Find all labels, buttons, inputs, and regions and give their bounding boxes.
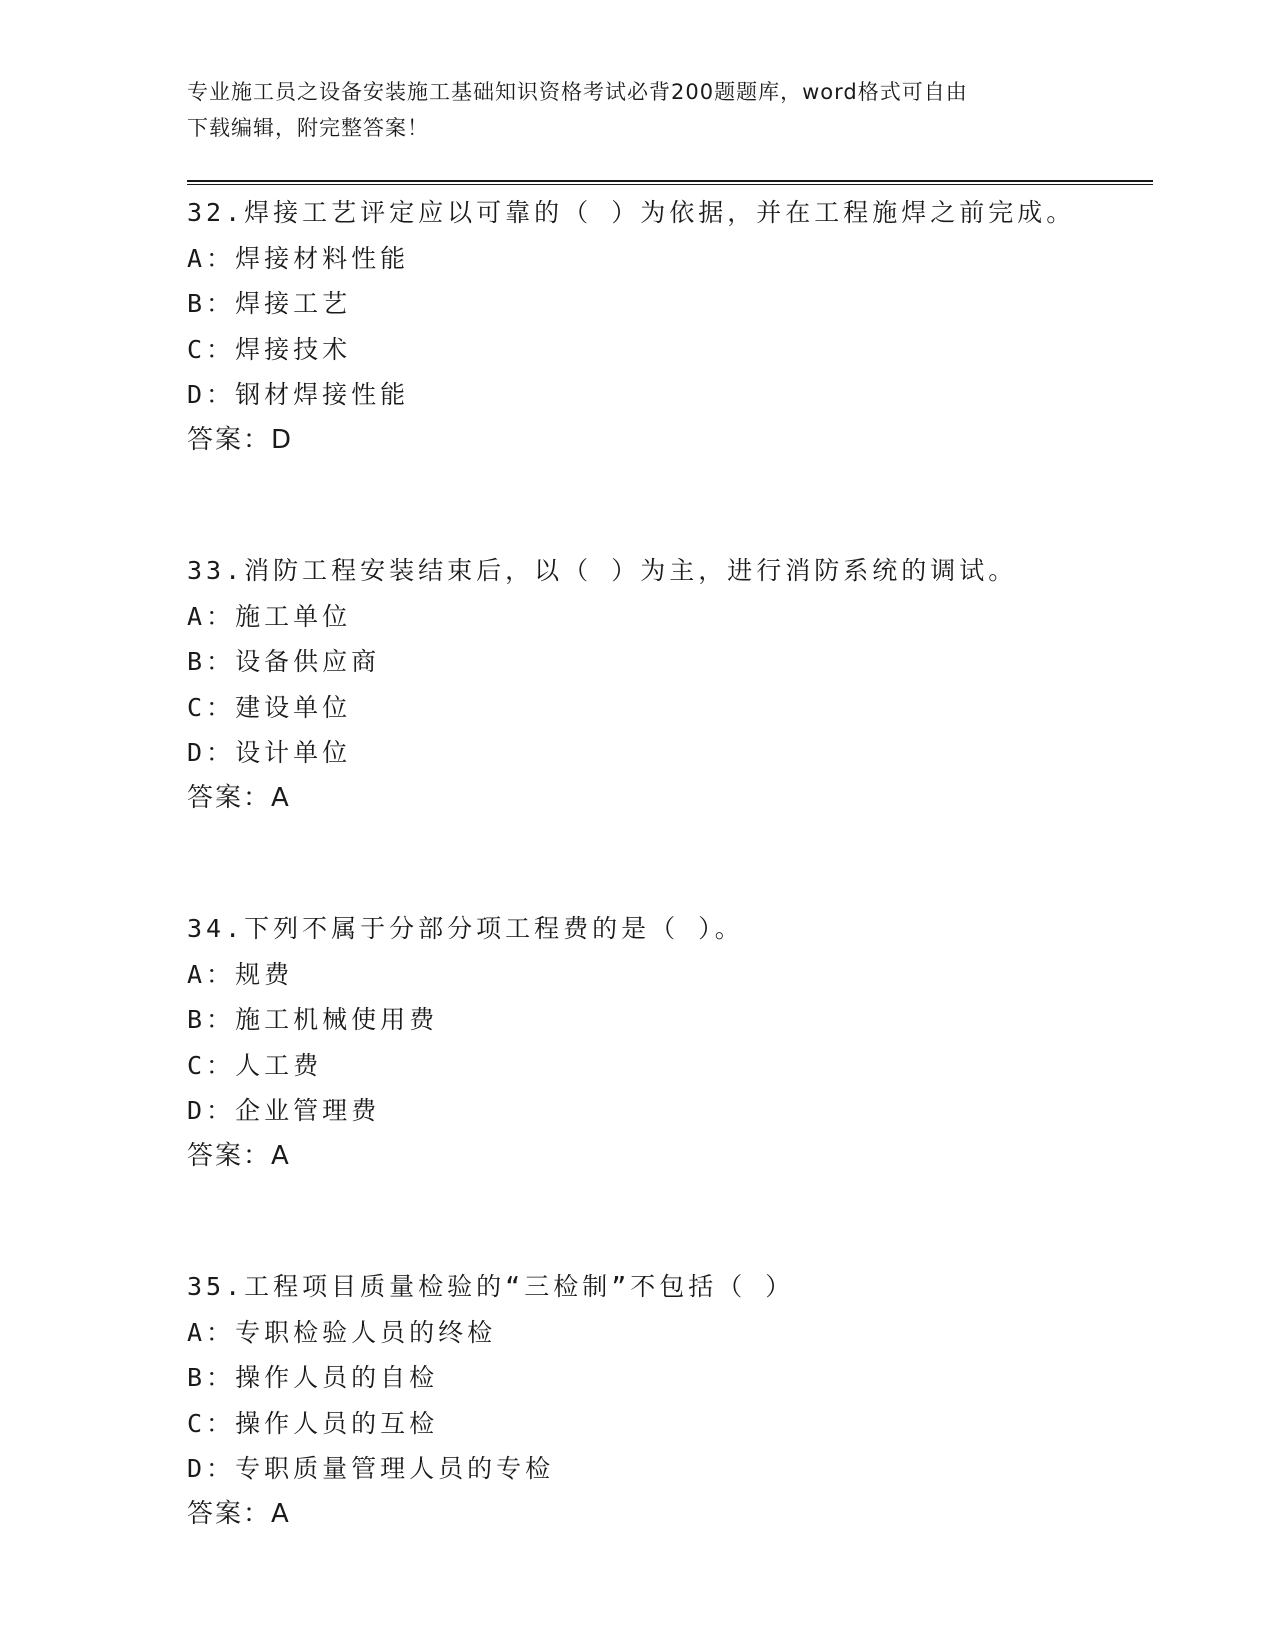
option-a <box>187 1310 1153 1356</box>
option-key: A： <box>187 959 236 989</box>
option-key: C： <box>187 1408 236 1438</box>
option-key: B： <box>187 647 236 676</box>
option-text: 建设单位 <box>235 692 352 722</box>
question-stem: 33.消防工程安装结束后，以（ ）为主，进行消防系统的调试。 <box>187 556 1018 585</box>
option-text: 设计单位 <box>235 738 352 767</box>
option-b <box>187 1355 1153 1401</box>
header-divider <box>187 180 1153 185</box>
option-key: C： <box>187 1050 236 1080</box>
option-d <box>187 730 1153 776</box>
page-header <box>187 74 1087 146</box>
option-text: 焊接材料性能 <box>235 243 410 273</box>
option-d <box>187 372 1153 418</box>
option-d <box>187 1446 1153 1492</box>
option-b <box>187 997 1153 1043</box>
answer-label: 答案：A <box>187 1498 291 1529</box>
question-32 <box>187 190 1153 463</box>
option-a <box>187 594 1153 640</box>
option-c <box>187 1043 1153 1089</box>
option-a <box>187 952 1153 998</box>
option-c <box>187 1401 1153 1447</box>
option-key: C： <box>187 334 236 364</box>
option-key: D： <box>187 1454 236 1483</box>
option-text: 操作人员的自检 <box>235 1363 439 1392</box>
option-key: B： <box>187 1363 236 1392</box>
option-text: 企业管理费 <box>235 1096 381 1125</box>
option-text: 施工单位 <box>235 601 352 631</box>
option-text: 钢材焊接性能 <box>235 380 410 409</box>
option-text: 专职检验人员的终检 <box>235 1317 497 1347</box>
option-c <box>187 327 1153 373</box>
answer-label: 答案：D <box>187 424 294 455</box>
option-text: 施工机械使用费 <box>235 1005 439 1034</box>
option-text: 焊接技术 <box>235 334 352 364</box>
option-a <box>187 236 1153 282</box>
header-line-2: 下载编辑，附完整答案！ <box>187 116 429 140</box>
answer-label: 答案：A <box>187 782 291 813</box>
option-text: 规费 <box>235 959 294 989</box>
question-33 <box>187 548 1153 821</box>
option-key: D： <box>187 738 236 767</box>
option-text: 焊接工艺 <box>235 289 352 318</box>
option-key: A： <box>187 1317 236 1347</box>
header-line-1: 专业施工员之设备安装施工基础知识资格考试必背200题题库，word格式可自由 <box>187 80 968 104</box>
option-key: D： <box>187 1096 236 1125</box>
question-34 <box>187 906 1153 1179</box>
option-key: B： <box>187 289 236 318</box>
option-d <box>187 1088 1153 1134</box>
question-stem: 35.工程项目质量检验的“三检制”不包括（ ） <box>187 1272 795 1301</box>
option-c <box>187 685 1153 731</box>
option-key: A： <box>187 601 236 631</box>
option-key: A： <box>187 243 236 273</box>
question-35 <box>187 1264 1153 1537</box>
option-text: 操作人员的互检 <box>235 1408 439 1438</box>
question-list <box>187 190 1153 1622</box>
option-text: 人工费 <box>235 1050 323 1080</box>
option-text: 专职质量管理人员的专检 <box>235 1454 555 1483</box>
option-key: D： <box>187 380 236 409</box>
answer-label: 答案：A <box>187 1140 291 1171</box>
option-key: C： <box>187 692 236 722</box>
question-stem: 34.下列不属于分部分项工程费的是（ ）。 <box>187 914 744 943</box>
question-stem: 32.焊接工艺评定应以可靠的（ ）为依据，并在工程施焊之前完成。 <box>187 198 1076 227</box>
option-b <box>187 639 1153 685</box>
option-text: 设备供应商 <box>235 647 381 676</box>
option-b <box>187 281 1153 327</box>
option-key: B： <box>187 1005 236 1034</box>
